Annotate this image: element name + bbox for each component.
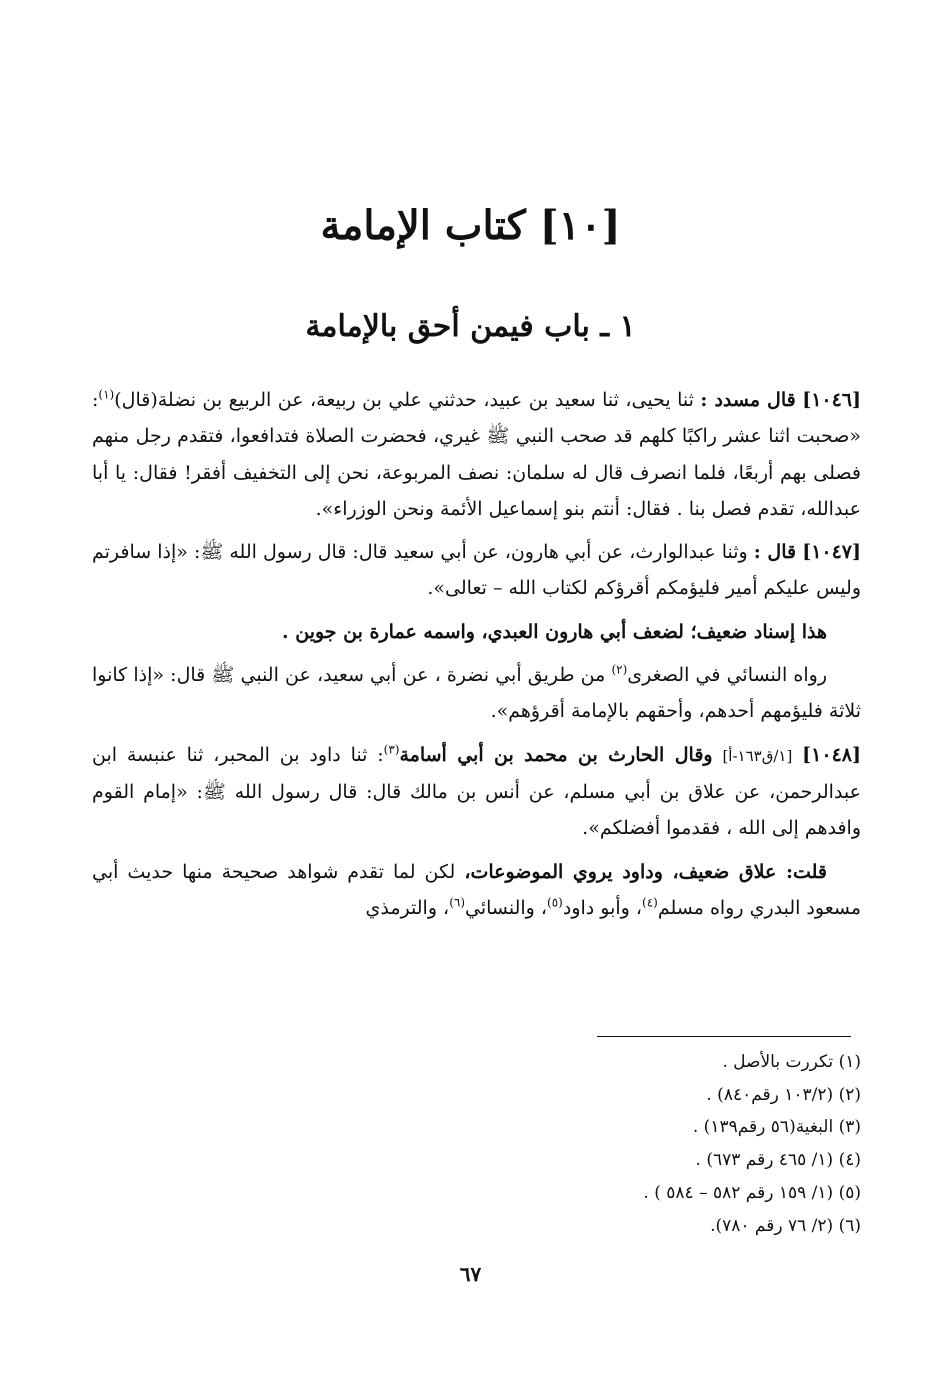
takhrij-paragraph xyxy=(92,657,861,730)
hadith-text: : ثنا داود بن المحبر، ثنا عنبسة ابن عبدالرحمن، عن علاق بن أبي مسلم، عن أنس بن مالك قال: قال رسول الله ﷺ: «إمام القوم وافدهم إلى الله ، فقدموا أفضلكم». xyxy=(92,743,861,840)
hadith-text: ثنا يحيى، ثنا سعيد بن عبيد، حدثني علي بن ربيعة، عن الربيع بن نضلة(قال) xyxy=(114,389,694,411)
hadith-number: [١٠٤٨] xyxy=(802,743,861,766)
footnotes xyxy=(361,1046,861,1242)
main-text xyxy=(92,382,861,933)
hadith-1048 xyxy=(92,737,861,847)
footnote: (٢) (١٠٣/٢ رقم٨٤٠) . xyxy=(706,1084,861,1105)
commentary-text: لكن لما تقدم شواهد صحيحة منها حديث أبي مسعود البدري رواه مسلم xyxy=(92,860,861,919)
chapter-title: [١٠] كتاب الإمامة xyxy=(320,202,621,249)
hadith-text: وثنا عبدالوارث، عن أبي هارون، عن أبي سعيد قال: قال رسول الله ﷺ: «إذا سافرتم وليس عليكم أمير فليؤمكم أقرؤكم لكتاب الله – تعالى». xyxy=(92,541,861,600)
hadith-1047 xyxy=(92,534,861,607)
takhrij-text: رواه النسائي في الصغرى xyxy=(627,664,827,687)
footnote: (١) تكررت بالأصل . xyxy=(722,1052,861,1072)
footnote-divider xyxy=(597,1036,851,1037)
hadith-text-cont: : «صحبت اثنا عشر راكبًا كلهم قد صحب النبي ﷺ غيري، فحضرت الصلاة فتدافعوا، فتقدم رجل منهم فصلى بهم أربعًا، فلما انصرف قال له سلمان: نصف المربوعة، نحن إلى التخفيف أفقر! فقال: يا أبا عبدالله، تقدم فصل بنا . فقال: أنتم بنو إسماعيل الأئمة ونحن الوزراء». xyxy=(92,389,861,520)
page-number: ٦٧ xyxy=(459,1262,482,1286)
commentary-text: ، وأبو داود xyxy=(562,896,643,919)
footnote-marker: (٦) xyxy=(449,895,466,910)
footnote-marker: (٥) xyxy=(547,895,563,910)
manuscript-ref: [١/ق١٦٣-أ] xyxy=(722,746,793,765)
footnote: (٣) البغية(٥٦ رقم١٣٩) . xyxy=(692,1117,861,1138)
hadith-number: [١٠٤٧] xyxy=(802,541,862,564)
section-title: ١ ـ باب فيمن أحق بالإمامة xyxy=(305,309,636,344)
hadith-1046 xyxy=(92,382,861,527)
commentary-lead: قلت: علاق ضعيف، وداود يروي الموضوعات، xyxy=(464,860,827,883)
hadith-speaker: قال : xyxy=(753,541,797,564)
hadith-number: [١٠٤٦] xyxy=(802,389,862,411)
footnote-marker: (٣) xyxy=(383,742,400,757)
footnote: (٤) (١/ ٤٦٥ رقم ٦٧٣) . xyxy=(695,1150,861,1171)
grading-note: هذا إسناد ضعيف؛ لضعف أبي هارون العبدي، واسمه عمارة بن جوين . xyxy=(282,620,827,643)
takhrij-text-cont: من طريق أبي نضرة ، عن أبي سعيد، عن النبي ﷺ قال: «إذا كانوا ثلاثة فليؤمهم أحدهم، وأحقهم بالإمامة أقرؤهم». xyxy=(92,664,861,723)
hadith-speaker: وقال الحارث بن محمد بن أبي أسامة xyxy=(399,743,713,766)
commentary-text: ، والترمذي xyxy=(365,896,450,919)
footnote-marker: (٤) xyxy=(642,895,658,910)
commentary-paragraph xyxy=(92,854,861,927)
footnote-marker: (١) xyxy=(98,387,115,402)
hadith-speaker: قال مسدد : xyxy=(700,389,796,411)
footnote: (٦) (٢/ ٧٦ رقم ٧٨٠). xyxy=(710,1215,861,1236)
footnote: (٥) (١/ ١٥٩ رقم ٥٨٢ – ٥٨٤ ) . xyxy=(643,1182,861,1203)
footnote-marker: (٢) xyxy=(611,662,628,677)
commentary-text: ، والنسائي xyxy=(465,896,548,919)
